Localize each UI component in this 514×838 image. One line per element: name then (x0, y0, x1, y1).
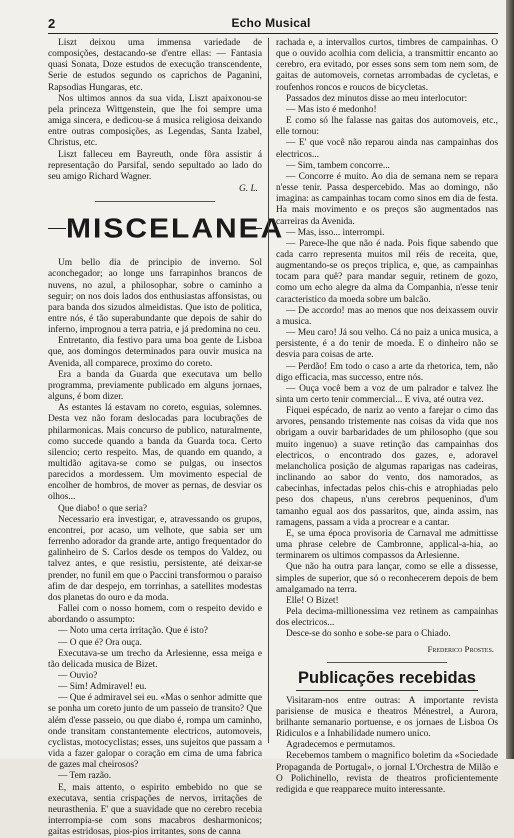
article-paragraph: As estantes lá estavam no coreto, esguias, solemnes. Desta vez não foram deslocadas para locubrações de philarmonicas. Mais concurso de publico, naturalmente, como succede quando a banda da Guarda toca. Certo silencio; certo respeito. Mas, de quando em quando, a multidão agitava-se como se pulgas, ou insectos parecidos a mordessem. Um movimento especial de encolher de hombros, de mover as pernas, de desviar os olhos... (48, 403, 262, 503)
intro-paragraph: Liszt falleceu em Bayreuth, onde fôra assistir á representação do Parsifal, sendo sepultado ao lado do seu amigo Richard Wagner. (48, 149, 262, 182)
dialogue-line: — Meu caro! Já sou velho. Cá no paiz a unica musica, a persistente, é a do tenir de moeda. E o dinheiro não se desvia para coisas de arte. (276, 328, 498, 361)
article-paragraph: Passados dez minutos disse ao meu interlocutor: (286, 93, 468, 104)
publications-paragraph: Recebemos tambem o magnifico boletim da «Sociedade Propaganda de Portugal», o jornal L'Orchestra de Milão e O Polichinello, revista de theatros proficientemente redigida e que reapparece muito interessante. (276, 751, 498, 795)
article-paragraph: Um bello dia de principio de inverno. Sol aconchegador; ao longe uns farrapinhos brancos de nuvens, no azul, a philosophar, sobre o caminho a seguir; on nos dois lados dos enthusiastas affonsistas, ou para banda dos sizudos almeidistas. Que isto de politica, entre nós, é tão superabundante que depois de sahir do inferno, imprognou a terra patria, e já predomina no ceu. (48, 258, 262, 336)
section-divider (95, 201, 215, 202)
header-rule (48, 33, 498, 34)
article-author: Frederico Prostes. (427, 644, 494, 655)
article-paragraph: Desce-se do sonho e sobe-se para o Chiado. (286, 629, 451, 640)
dialogue-line: — Mas isto é medonho! (286, 104, 377, 115)
dialogue-line: — De accordo! mas ao menos que nos deixassem ouvir a musica. (276, 305, 498, 327)
left-column (48, 38, 285, 838)
article-paragraph: Que não ha outra para lançar, como se elle a dissesse, simples de superior, que só o reconhecerem depois de bem amalgamado na terra. (276, 562, 498, 595)
dialogue-line: — Sim! Admiravel! eu. (58, 682, 147, 693)
dialogue-line: — Sim, tambem concorre... (286, 160, 390, 171)
intro-signature: G. L. (238, 184, 258, 195)
dialogue-line: — Tem razão. (58, 771, 112, 782)
intro-paragraph: Liszt deixou uma immensa variedade de composições, destacando-se d'entre ellas: — Fantasia quasi Sonata, Doze estudos de execução transcendente, Serie de estudos segundo os caprichos de Paganini, Rapsodias Hungaras, etc. (48, 38, 262, 93)
publications-heading: Publicações recebidas (298, 668, 476, 687)
dialogue-line: — Mas, isso... interrompi. (286, 227, 385, 238)
column-divider (268, 38, 269, 743)
article-paragraph: E, mais attento, o espirito embebido no que se executava, sentia crispações de nervos, irritações de neurasthenia. E' que a suavidade que no cerebro recebia interrompia-se com sons macabros desharmonicos; gaitas estridosas, pios-pios irritantes, sons de canna (48, 782, 262, 838)
page-binding-edge (506, 0, 514, 759)
publications-paragraph: Visitaram-nos entre outras: A importante revista parisiense de musica e theatros Ménestrel, a Aurora, brilhante semanario portuense, e os jornaes de Lisboa Os Ridiculos e a Inhabilidade numero unico. (276, 695, 498, 740)
article-paragraph: E como só lhe falasse nas gaitas dos automoveis, etc., elle tornou: (276, 116, 498, 138)
dialogue-line: — Concorre é muito. Ao dia de semana nem se repara n'esse tenir. Passa despercebido. Mas ao domingo, não imagina: as campainhas tocam como sinos em dia de festa. Ha mais movimento e os preços são augmentados nas carreiras da Avenida. (276, 171, 498, 227)
article-paragraph: Executava-se um trecho da Arlesienne, essa meiga e tão delicada musica de Bizet. (48, 648, 262, 670)
dialogue-line: — O que é? Ora ouça. (58, 637, 142, 648)
page-header (48, 16, 494, 34)
article-paragraph: Era a banda da Guarda que executava um bello programma, previamente publicado em alguns jornaes, alguns, é bom dizer. (48, 369, 262, 403)
dialogue-line: — E' que você não reparou ainda nas campainhas dos electricos... (276, 138, 498, 160)
page-number: 2 (48, 16, 56, 31)
miscelanea-heading-block (48, 208, 285, 252)
section-heading: MISCELANEA (66, 213, 285, 244)
article-paragraph: Elle! O Bizet! (286, 595, 339, 606)
article-paragraph: Fallei com o nosso homem, com o respeito devido e abordando o assumpto: (48, 604, 262, 626)
article-paragraph: Fiquei espécado, de nariz ao vento a farejar o cimo das arvores, pensando tristemente nas coisas da vida que nos obrigam a ouvir barbaridades de um philosopho (que sou muito ingenuo) a suave retinção das campainhas dos electricos, o encontrado dos gazes, e, adoravel melancholica posição de algumas raparigas nas cadeiras, inclinando ao sabor do vento, dos namorados, as cabecinhas, infectadas pelos chis-chis e atrophiadas pelo peso dos chapeus, n'uns cerebros pequeninos, d'um tamanho egual aos dos passaritos, que, ainda assim, nas ramagens, passam a vida a procrear e a cantar. (276, 406, 498, 528)
publications-paragraph: Agradecemos e permutamos. (286, 740, 396, 751)
article-paragraph: E, se uma época provisoria de Carnaval me admittisse uma phrase celebre de Cambronne, applical-a-hia, ao terminarem os ultimos compassos da Arlesienne. (276, 528, 498, 562)
right-column (276, 38, 498, 796)
article-paragraph: Entretanto, dia festivo para uma boa gente de Lisboa que, aos domingos determinados para ouvir musica na Avenida, all comparece, proximo do coreto. (48, 336, 262, 369)
dialogue-line: — Parece-lhe que não é nada. Pois fique sabendo que cada carro representa muitos mil réis de receita, que, augmentando-se os preços triplica, e, que, as campainhas tocam para quê? para mandar seguir, retinem de gozo, como um echo alegre da alma da Companhia, n'esse tenir caracteristico da moeda sobre um balcão. (276, 238, 498, 305)
dialogue-line: — Que é admiravel sei eu. «Mas o senhor admitte que se ponha um coreto junto de um passeio de transito? Que além d'esse passeio, ou que diabo é, rompa um caminho, onde transitam constantemente electricos, automoveis, cyclistas, motocyclistas; esses, uns sujeitos que passam a vida a fazer galopar o coração em cima de uma fabrica de gazes mal cheirosos? (48, 693, 263, 771)
dialogue-line: — Perdão! Em todo o caso a arte da rhetorica, tem, não digo efficacia, mas successo, entre nós. (276, 361, 498, 383)
dialogue-line: — Ouça você bem a voz de um palrador e talvez lhe sinta um certo tenir commercial... E viva, até outra vez. (276, 383, 498, 405)
article-paragraph: Necessario era investigar, e, atravessando os grupos, encontrei, por acaso, um velhote, que sabia ser um ferrenho adorador da grande arte, antigo frequentador do galinheiro de S. Carlos desde os tempos do Valdez, ou talvez antes, e que resistiu, persistente, até deixar-se prender, no funil em que o Paccini transformou o paraiso afim de dar despejo, em torrinhas, a satellites modestas dos planetas do ouro e da moda. (48, 514, 262, 603)
dialogue-line: — Ouvio? (58, 670, 98, 681)
dialogue-line: — Noto uma certa irritação. Que é isto? (58, 626, 208, 637)
publications-rule (296, 690, 478, 691)
article-paragraph: rachada e, a intervallos curtos, timbres de campainhas. O que o ouvido acolhia com delicia, a transmittir encanto ao cerebro, era evitado, por esses sons sem tom nem som, de gaitas de automoveis, cornetas arrombadas de cycletas, e roufenhos roncos e roucos de bicycletas. (276, 38, 498, 93)
article-paragraph: Pela decima-millionessima vez retinem as campainhas dos electricos... (276, 606, 498, 629)
article-paragraph: Que diabo! o que seria? (58, 503, 148, 514)
masthead-title: Echo Musical (231, 16, 311, 30)
intro-paragraph: Nos ultimos annos da sua vida, Liszt apaixonou-se pela princeza Wittgenstein, que lhe foi sempre uma amiga sincera, e dedicou-se á musica religiosa deixando entre outras composições, as Legendas, Santa Izabel, Christus, etc. (48, 93, 262, 149)
section-divider (327, 662, 447, 663)
